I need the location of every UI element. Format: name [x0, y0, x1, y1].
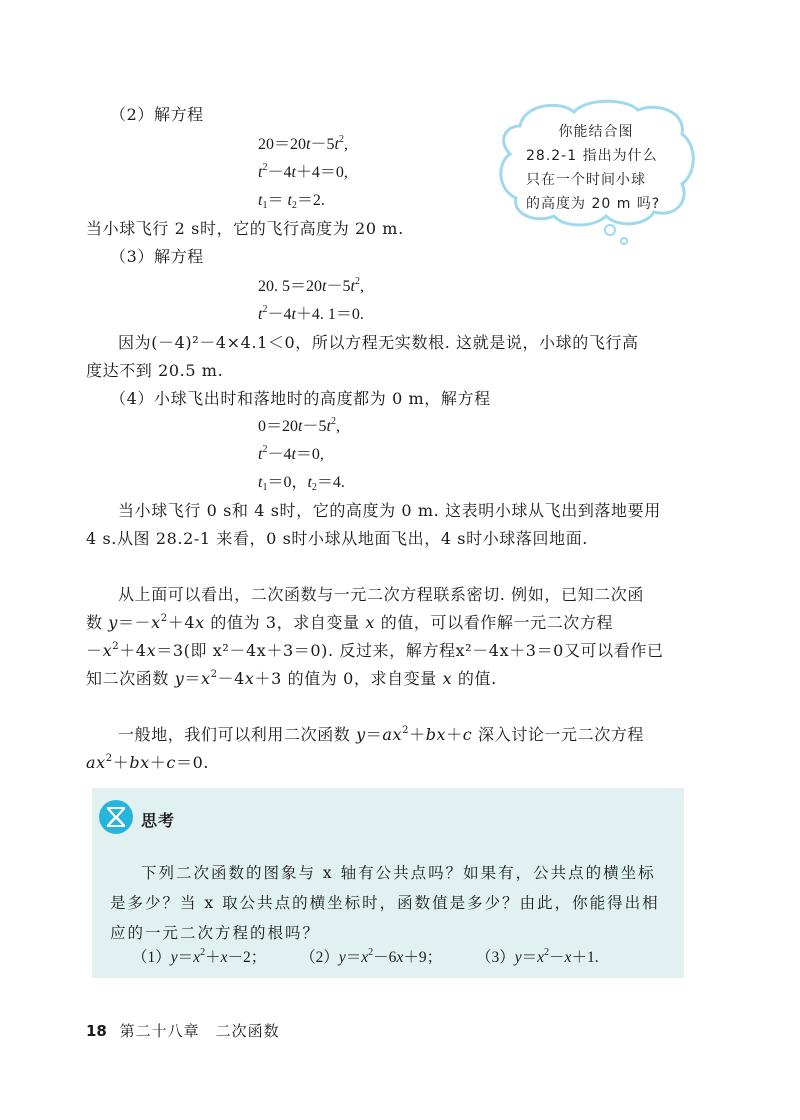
- think-item-3: $(3)y=x^2-x+1$.: [475, 947, 599, 966]
- hourglass-icon: [98, 799, 134, 835]
- part3-reason: 因为(－4)²－4×4.1＜0，所以方程无实数根. 这就是说，小球的飞行高: [118, 333, 639, 352]
- equation: $t^2-4t=0$,: [258, 444, 324, 463]
- think-title: 思考: [141, 811, 176, 830]
- equation: $t_1=0$，$t_2=4$.: [258, 474, 345, 493]
- part4-label: （4）小球飞出时和落地时的高度都为 0 m，解方程: [110, 389, 491, 408]
- think-item-1: $(1)y=x^2+x-2$；: [132, 947, 267, 966]
- connection-line: 从上面可以看出，二次函数与一元二次方程联系密切. 例如，已知二次函: [118, 585, 644, 604]
- chapter-title: 第二十八章 二次函数: [119, 1022, 280, 1040]
- callout-line: 只在一个时间小球: [526, 172, 646, 188]
- general-line: 一般地，我们可以利用二次函数 $y=ax^2+bx+c$ 深入讨论一元二次方程: [118, 725, 645, 744]
- think-question: 下列二次函数的图象与 x 轴有公共点吗？如果有，公共点的横坐标是多少？当 x 取公共点的横坐标时，函数值是多少？由此，你能得出相应的一元二次方程的根吗？: [110, 864, 660, 942]
- page-number: 18: [86, 1022, 107, 1040]
- part4-result-cont: 4 s.从图 28.2-1 来看，0 s时小球从地面飞出，4 s时小球落回地面.: [86, 529, 588, 548]
- equation: $20=20t-5t^2$,: [258, 134, 348, 153]
- part3-label: （3）解方程: [110, 247, 204, 266]
- think-items: [132, 945, 629, 967]
- callout-line: 你能结合图: [558, 124, 634, 140]
- equation: $0=20t-5t^2$,: [258, 416, 340, 435]
- part3-reason-cont: 度达不到 20.5 m.: [86, 361, 224, 380]
- callout-line: 的高度为 20 m 吗?: [526, 196, 661, 212]
- callout-text: [526, 120, 666, 216]
- connection-line: 知二次函数 $y=x^2-4x+3$ 的值为 0，求自变量 x 的值.: [86, 669, 497, 688]
- general-line: $ax^2+bx+c=0$.: [86, 753, 210, 772]
- equation: $t^2-4t+4=0$,: [258, 162, 348, 181]
- part2-label: （2）解方程: [110, 105, 204, 124]
- callout-line: 28.2-1 指出为什么: [526, 148, 658, 164]
- part2-result: 当小球飞行 2 s时，它的飞行高度为 20 m.: [86, 219, 404, 238]
- connection-line: 数 $y=-x^2+4x$ 的值为 3，求自变量 x 的值，可以看作解一元二次方程: [86, 613, 614, 632]
- page-footer: [86, 1020, 280, 1041]
- equation: $t_1= t_2=2$.: [258, 192, 325, 211]
- equation: $t^2-4t+4$. 1＝0.: [258, 304, 364, 323]
- think-item-2: $(2)y=x^2-6x+9$；: [300, 947, 443, 966]
- connection-line: $-x^2+4x=3$(即 x²－4x＋3＝0). 反过来，解方程x²－4x＋3＝0又可以看作已: [86, 641, 664, 660]
- equation: 20. $5=20t-5t^2$,: [258, 276, 364, 295]
- part4-result: 当小球飞行 0 s和 4 s时，它的高度为 0 m. 这表明小球从飞出到落地要用: [118, 501, 661, 520]
